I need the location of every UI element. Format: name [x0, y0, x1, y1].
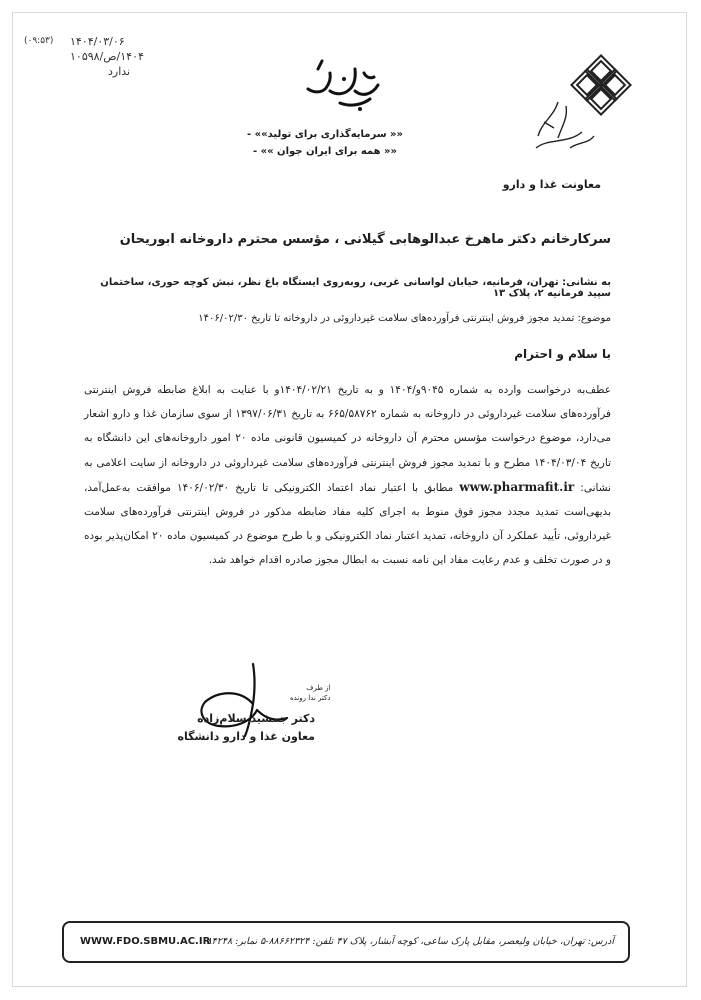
- footer-box: [62, 921, 630, 963]
- greeting: با سلام و احترام: [514, 347, 611, 361]
- slogan-young-iran: «« همه برای ایران جوان »» -: [253, 146, 397, 157]
- slogan-production: «« سرمایه‌گذاری برای تولید»» -: [247, 129, 403, 140]
- reference-number: ۱۴۰۴/ص/۱۰۵۹۸: [70, 50, 144, 63]
- reference-code: (۰۹:۵۳): [24, 36, 54, 46]
- recipient: سرکار‌خانم دکتر ماهرخ عبدالوهابی گیلانی ، مؤسس محترم داروخانه ابوریحان: [119, 232, 611, 247]
- letter-body: [84, 378, 611, 573]
- footer-website-link[interactable]: WWW.FDO.SBMU.AC.IR: [80, 936, 211, 947]
- reference-attachment: ندارد: [108, 65, 131, 78]
- signer-title: معاون غذا و دارو دانشگاه: [177, 730, 315, 743]
- reference-block: [24, 34, 174, 79]
- bismillah-calligraphy: [300, 55, 386, 115]
- department-name: معاونت غذا و دارو: [502, 178, 601, 191]
- bismillah-text: بسمه تعالی: [330, 110, 356, 115]
- stamp-on-behalf: از طرف: [306, 684, 331, 692]
- letter-body-part1: عطف‌به درخواست وارده به شماره ۹۰۴۵و/۱۴۰۴ و به تاریخ ۱۴۰۴/۰۲/۲۱و با عنایت به ابلاغ ضابطه فروش اینترنتی فرآورده‌های سلامت غیرداروئی در داروخانه به شماره ۶۶۵/۵۸۷۶۲ به تاریخ ۱۳۹۷/۰۶/۳۱ از سوی سازمان غذا و دارو اشعار می‌دارد، موضوع درخواست مؤسس محترم آن داروخانه در کمیسیون قانونی ماده ۲۰ امور داروخانه‌های این دانشگاه به تاریخ ۱۴۰۴/۰۳/۰۴ مطرح و با تمدید مجوز فروش اینترنتی فرآورده‌های سلامت غیرداروئی در داروخانه از سایت اعلامی به نشانی:: [84, 384, 612, 494]
- stamp-signer: دکتر ندا رونده: [290, 694, 331, 702]
- pharmacy-website-link[interactable]: www.pharmafit.ir: [459, 479, 575, 494]
- signer-block: [170, 710, 315, 746]
- reference-date: ۱۴۰۴/۰۳/۰۶: [70, 35, 125, 48]
- signer-name: دکتر جمشید سلام‌زاده: [197, 712, 315, 725]
- university-logo: [528, 52, 638, 160]
- slogans: [230, 126, 420, 160]
- letter-subject: موضوع: تمدید مجوز فروش اینترنتی فرآورده‌های سلامت غیرداروئی در داروخانه تا تاریخ ۱۴۰۶/۰۲/۳۰: [198, 313, 611, 324]
- recipient-address: به نشانی: تهران، فرمانیه، خیابان لواسانی غربی، روبه‌روی ایستگاه باغ نظر، نبش کوچه حوری، ساختمان سپید فرمانیه ۲، پلاک ۱۳: [100, 277, 611, 299]
- letter-body-part2: مطابق با اعتبار نماد اعتماد الکترونیکی تا تاریخ ۱۴۰۶/۰۲/۳۰ موافقت به‌عمل‌آمد، بدیهی‌است تمدید مجدد مجوز فوق منوط به اجرای کلیه مفاد ضابطه مذکور در فروش اینترنتی فرآورده‌های سلامت غیرداروئی، تأیید عملکرد آن داروخانه، تمدید اعتبار نماد الکترونیکی و با طرح موضوع در کمیسیون ماده ۲۰ امکان‌پذیر بوده و در صورت تخلف و عدم رعایت مفاد این نامه نسبت به ابطال مجوز صادره اقدام خواهد شد.: [84, 481, 612, 567]
- university-name: دانشگاه علوم پزشکی و خدمات بهداشتی درمانی شهید بهشتی: [551, 153, 628, 157]
- footer-address: آدرس: تهران، خیابان ولیعصر، مقابل پارک ساعی، کوچه آبشار، پلاک ۴۷ تلفن: ۸۸۶۶۲۳۲۴-۵ نمابر: ۸۴۲۴۸: [206, 936, 614, 947]
